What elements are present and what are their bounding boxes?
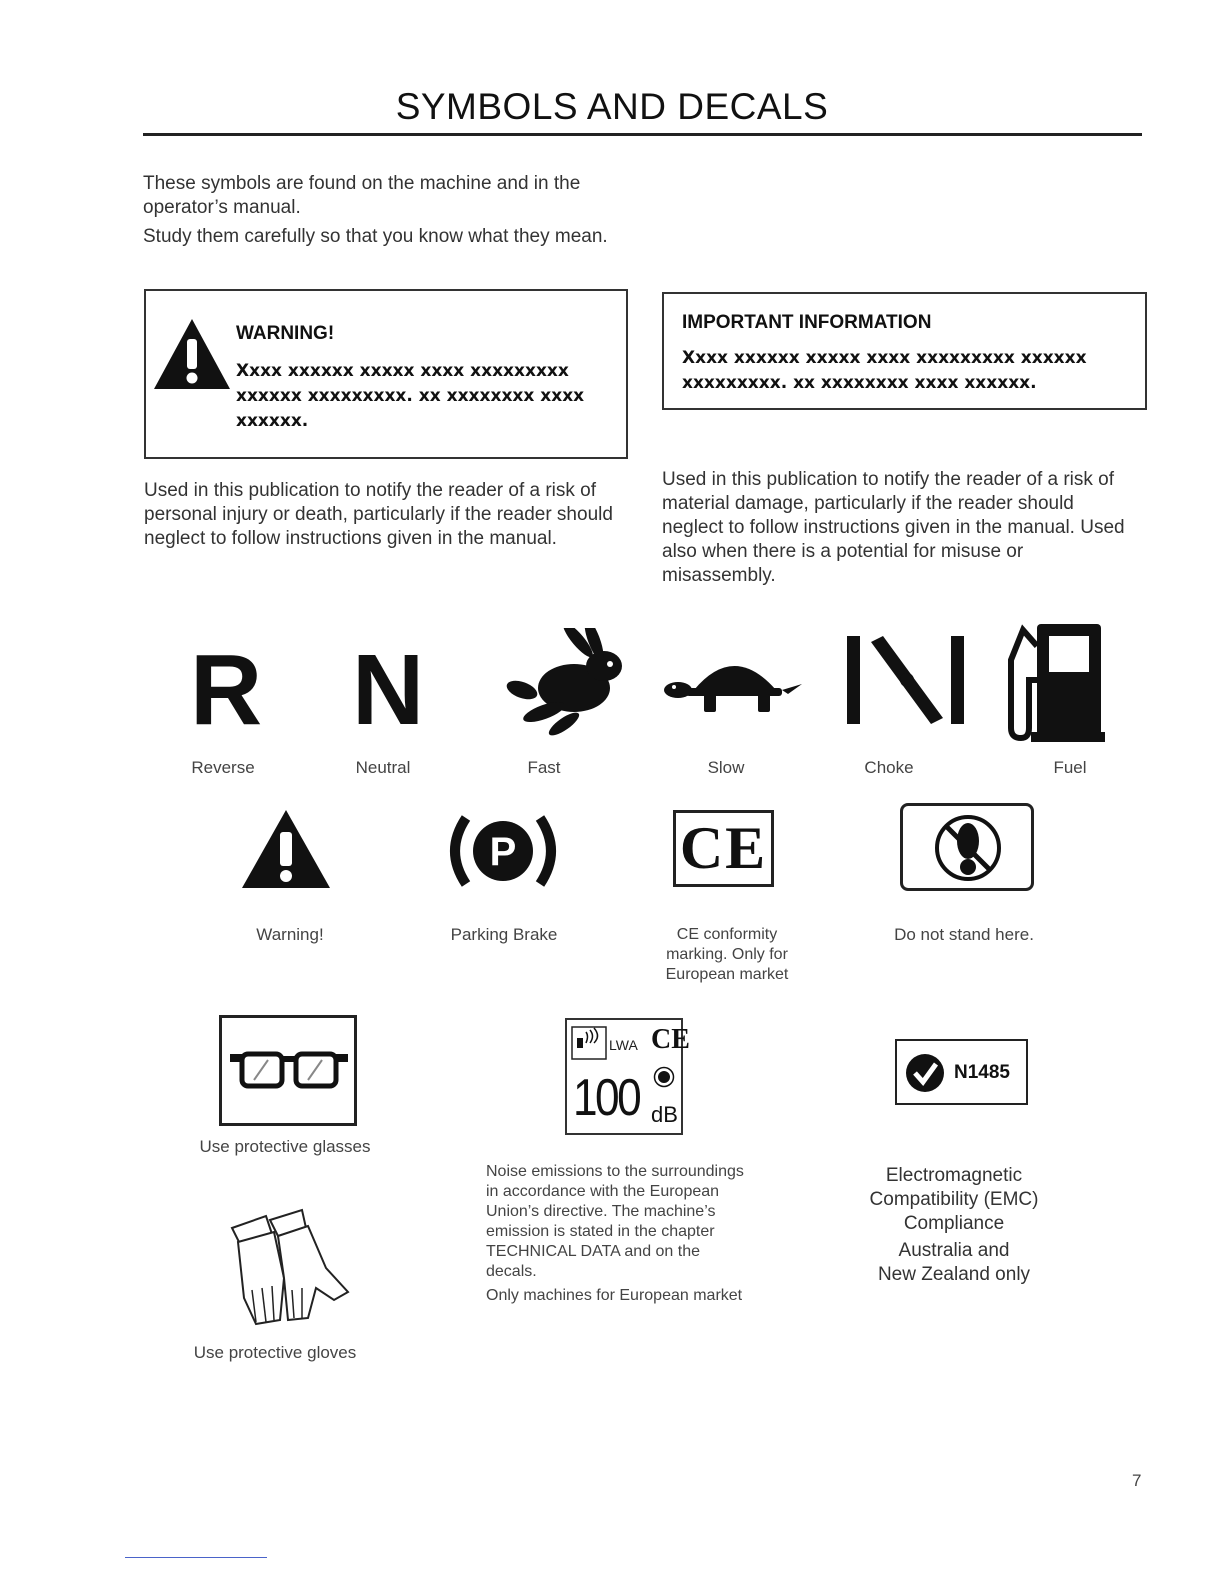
neutral-label: Neutral xyxy=(355,758,411,777)
noise-label-line-2: in accordance with the European xyxy=(486,1183,720,1200)
noise-unit: dB xyxy=(651,1102,678,1127)
title-divider xyxy=(143,133,1142,136)
ce-mark-frame xyxy=(673,810,774,887)
no-stand-icon xyxy=(933,809,1003,887)
intro-paragraph-2: Study them carefully so that you know what they mean. xyxy=(143,226,608,247)
noise-label-line-3: Union’s directive. The machine’s xyxy=(486,1203,716,1220)
warning-triangle-icon xyxy=(152,317,232,391)
fuel-label: Fuel xyxy=(1053,758,1087,777)
rabbit-icon xyxy=(502,628,630,736)
fuel-pump-icon xyxy=(1005,620,1105,744)
noise-label-line-5: TECHNICAL DATA and on the xyxy=(486,1243,701,1260)
fast-label: Fast xyxy=(527,758,561,777)
emc-label-line-2: Compatibility (EMC) xyxy=(869,1189,1039,1210)
gloves-label: Use protective gloves xyxy=(193,1343,357,1362)
ce-label-line-3: European market xyxy=(665,966,789,983)
info-box-body: Xxxx xxxxxx xxxxx xxxx xxxxxxxxx xxxxxx xxxxxxxxx. xx xxxxxxxx xxxx xxxxxx. xyxy=(682,348,1087,393)
warning-symbol-icon xyxy=(240,808,332,890)
reverse-symbol: R xyxy=(190,634,263,746)
warning-box-body: Xxxx xxxxxx xxxxx xxxx xxxxxxxxx xxxxxx xxxxxxxxx. xx xxxxxxxx xxxx xxxxxx. xyxy=(236,361,585,431)
noise-label-line-6: decals. xyxy=(486,1263,537,1280)
page-number: 7 xyxy=(1132,1471,1142,1490)
noise-label-line-4: emission is stated in the chapter xyxy=(486,1223,715,1240)
parking-brake-glyph: P xyxy=(489,830,517,874)
intro-paragraph-1: These symbols are found on the machine and in the operator’s manual. xyxy=(143,173,581,218)
warning-box xyxy=(144,289,628,459)
choke-icon xyxy=(843,634,969,726)
important-info-box xyxy=(662,292,1147,410)
neutral-symbol: N xyxy=(352,634,425,746)
safety-glasses-icon xyxy=(228,1046,350,1096)
emc-label-line-3: Compliance xyxy=(903,1213,1005,1234)
noise-note: Only machines for European market xyxy=(486,1287,743,1304)
warning-box-heading: WARNING! xyxy=(236,323,335,344)
choke-label: Choke xyxy=(864,758,914,777)
parking-brake-label: Parking Brake xyxy=(450,925,558,944)
speaker-icon xyxy=(571,1026,607,1060)
emc-label xyxy=(834,1164,1074,1287)
ce-label-line-2: marking. Only for xyxy=(666,946,788,963)
no-stand-label: Do not stand here. xyxy=(894,925,1034,944)
noise-ce-mark: CE xyxy=(651,1024,690,1055)
warning-label: Warning! xyxy=(256,925,324,944)
ce-mark-icon: CE xyxy=(679,815,768,881)
info-box-heading: IMPORTANT INFORMATION xyxy=(682,312,932,333)
reverse-label: Reverse xyxy=(191,758,255,777)
emc-label-line-1: Electromagnetic xyxy=(885,1165,1023,1186)
protective-gloves-icon xyxy=(222,1208,356,1328)
emc-note-line-2: New Zealand only xyxy=(877,1264,1031,1285)
noise-value: 100 xyxy=(573,1069,640,1127)
parking-brake-icon xyxy=(448,810,558,892)
footer-line xyxy=(125,1557,267,1558)
ce-label xyxy=(648,925,806,985)
emc-code: N1485 xyxy=(954,1062,1010,1083)
emc-mark-frame xyxy=(895,1039,1028,1105)
info-description: Used in this publication to notify the reader of a risk of material damage, particularly if the reader should neglect to follow instructions given in the manual. Used also when there is a potential for misuse or misassembly. xyxy=(662,469,1125,586)
emc-note-line-1: Australia and xyxy=(898,1240,1010,1261)
ce-label-line-1: CE conformity xyxy=(676,926,778,943)
warning-description: Used in this publication to notify the reader of a risk of personal injury or death, particularly if the reader should neglect to follow instructions given in the manual. xyxy=(144,480,613,549)
glasses-frame xyxy=(219,1015,357,1126)
slow-label: Slow xyxy=(707,758,745,777)
noise-label xyxy=(486,1162,806,1282)
turtle-icon xyxy=(664,644,804,716)
hearing-protection-icon xyxy=(653,1066,675,1088)
page-title: SYMBOLS AND DECALS xyxy=(395,86,829,127)
c-tick-icon xyxy=(905,1053,945,1093)
lwa-text: LWA xyxy=(609,1037,638,1053)
noise-decal xyxy=(565,1018,690,1135)
noise-label-line-1: Noise emissions to the surroundings xyxy=(486,1163,744,1180)
no-stand-frame xyxy=(900,803,1034,891)
glasses-label: Use protective glasses xyxy=(199,1137,371,1156)
